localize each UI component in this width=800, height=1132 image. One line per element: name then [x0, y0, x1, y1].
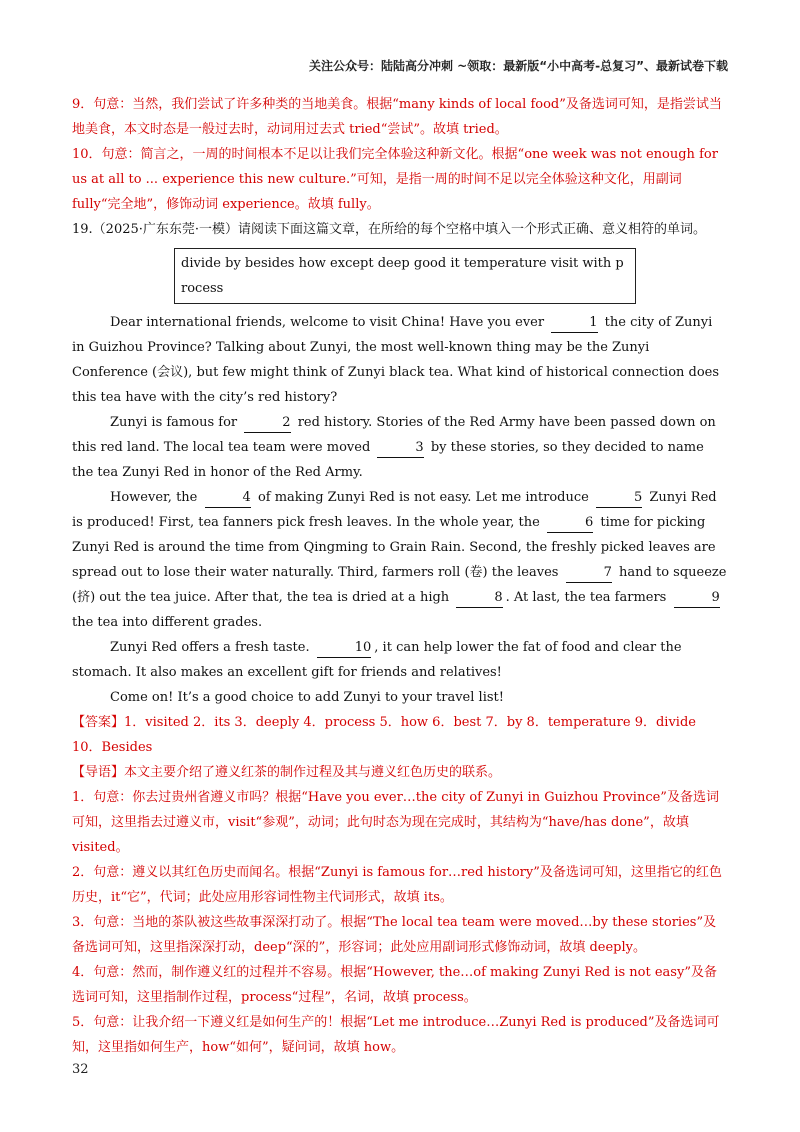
- blank-7: 7: [566, 564, 612, 583]
- page-header: 关注公众号：陆陆高分冲刺 ~领取：最新版“小中高考-总复习”、最新试卷下载: [309, 59, 728, 73]
- explanation-3: 3．句意：当地的茶队被这些故事深深打动了。根据“The local tea team were moved…by these stories”及备选词可知，这里指深深打动，deep“深的”，形容词；此处应用副词形式修饰动词，故填 deeply。: [72, 915, 717, 955]
- question-intro: 19.（2025·广东东莞·一模）请阅读下面这篇文章，在所给的每个空格中填入一个形式正确、意义相符的单词。: [72, 222, 707, 237]
- answer-key: 【答案】1．visited 2．its 3．deeply 4．process 5．how 6．best 7．by 8．temperature 9．divide 10．Besides: [72, 715, 696, 755]
- explanation-1: 1．句意：你去过贵州省遵义市吗？根据“Have you ever…the city of Zunyi in Guizhou Province”及备选词可知，这里指去过遵义市，visit“参观”，动词；此句时态为现在完成时，其结构为“have/has done”，故填 visited。: [72, 790, 719, 855]
- guide-text: 【导语】本文主要介绍了遵义红茶的制作过程及其与遵义红色历史的联系。: [72, 765, 502, 780]
- blank-5: 5: [596, 489, 642, 508]
- word-box: divide by besides how except deep good it temperature visit with process: [174, 248, 636, 304]
- explanation-4: 4．句意：然而，制作遵义红的过程并不容易。根据“However, the…of making Zunyi Red is not easy”及备选词可知，这里指制作过程，process“过程”，名词，故填 process。: [72, 965, 717, 1005]
- prior-explanation-10: 10．句意：简言之，一周的时间根本不足以让我们完全体验这种新文化。根据“one week was not enough for us at all to ... experience this new culture.”可知，是指一周的时间不足以完全体验这种文化，用副词 fully“完全地”，修饰动词 experience。故填 fully。: [72, 147, 718, 212]
- explanation-2: 2．句意：遵义以其红色历史而闻名。根据“Zunyi is famous for…red history”及备选词可知，这里指它的红色历史，it“它”，代词；此处应用形容词性物主代词形式，故填 its。: [72, 865, 722, 905]
- prior-explanation-9: 9．句意：当然，我们尝试了许多种类的当地美食。根据“many kinds of local food”及备选词可知，是指尝试当地美食，本文时态是一般过去时，动词用过去式 tried“尝试”。故填 tried。: [72, 97, 722, 137]
- content-body: [72, 92, 728, 1060]
- passage-paragraph-5: Come on! It’s a good choice to add Zunyi to your travel list!: [110, 690, 504, 705]
- blank-8: 8: [456, 589, 502, 608]
- blank-6: 6: [547, 514, 593, 533]
- passage-paragraph-1: Dear international friends, welcome to visit China! Have you ever 1 the city of Zunyi in Guizhou Province? Talking about Zunyi, the most well-known thing may be the Zunyi Conference (会议), but few might think of Zunyi black tea. What kind of historical connection does this tea have with the city’s red history?: [72, 315, 720, 405]
- blank-2: 2: [244, 414, 290, 433]
- blank-3: 3: [377, 439, 423, 458]
- blank-1: 1: [551, 314, 597, 333]
- explanation-5: 5．句意：让我介绍一下遵义红是如何生产的！根据“Let me introduce…Zunyi Red is produced”及备选词可知，这里指如何生产，how“如何”，疑问词，故填 how。: [72, 1015, 720, 1055]
- blank-4: 4: [205, 489, 251, 508]
- page-number: 32: [72, 1062, 89, 1077]
- blank-9: 9: [674, 589, 720, 608]
- passage-paragraph-4: Zunyi Red offers a fresh taste. 10 , it can help lower the fat of food and clear the stomach. It also makes an excellent gift for friends and relatives!: [72, 640, 682, 680]
- passage-paragraph-2: Zunyi is famous for 2 red history. Stories of the Red Army have been passed down on this red land. The local tea team were moved 3 by these stories, so they decided to name the tea Zunyi Red in honor of the Red Army.: [72, 415, 716, 480]
- blank-10: 10: [317, 639, 372, 658]
- passage-paragraph-3: However, the 4 of making Zunyi Red is not easy. Let me introduce 5 Zunyi Red is produced! First, tea fanners pick fresh leaves. In the whole year, the 6 time for picking Zunyi Red is around the time from Qingming to Grain Rain. Second, the freshly picked leaves are spread out to lose their water naturally. Third, farmers roll (卷) the leaves 7 hand to squeeze (挤) out the tea juice. After that, the tea is dried at a high 8 . At last, the tea farmers 9 the tea into different grades.: [72, 490, 727, 630]
